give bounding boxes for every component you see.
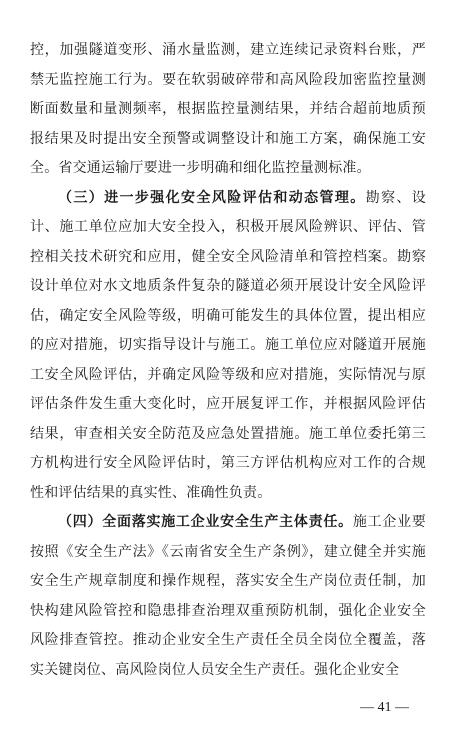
paragraph-text: 勘察、设计、施工单位应加大安全投入，积极开展风险辨识、评估、管控相关技术研究和应用，健全安全风险清单和管控档案。勘察设计单位对水文地质条件复杂的隧道必须开展设计安全风险评估，确定安全风险等级，明确可能发生的具体位置，提出相应的应对措施，切实指导设计与施工。施工单位应对隧道开展施工安全风险评估，并确定风险等级和应对措施，实际情况与原评估条件发生重大变化时，应开展复评工作，并根据风险评估结果，审查相关安全防范及应急处置措施。施工单位委托第三方机构进行安全风险评估时，第三方评估机构应对工作的合规性和评估结果的真实性、准确性负责。 (30, 189, 426, 501)
paragraph-enterprise-responsibility (30, 508, 426, 685)
paragraph-text: 施工企业要按照《安全生产法》《云南省安全生产条例》，建立健全并实施安全生产规章制度和操作规程，落实安全生产岗位责任制，加快构建风险管控和隐患排查治理双重预防机制，强化企业安全风险排查管控。推动企业安全生产责任全员全岗位全覆盖，落实关键岗位、高风险岗位人员安全生产责任。强化企业安全 (30, 514, 427, 678)
paragraph-text: 控，加强隧道变形、涌水量监测，建立连续记录资料台账，严禁无监控施工行为。要在软弱破碎带和高风险段加密监控量测断面数量和量测频率，根据监控量测结果，并结合超前地质预报结果及时提出安全预警或调整设计和施工方案，确保施工安全。省交通运输厅要进一步明确和细化监控量测标准。 (30, 42, 426, 176)
page-number: — 41 — (360, 700, 409, 715)
section-heading-enterprise-responsibility: （四）全面落实施工企业安全生产主体责任。 (58, 514, 353, 530)
paragraph-monitoring (30, 36, 426, 184)
section-heading-risk-assessment: （三）进一步强化安全风险评估和动态管理。 (58, 189, 366, 206)
paragraph-risk-assessment (30, 184, 426, 509)
document-page (30, 36, 426, 685)
